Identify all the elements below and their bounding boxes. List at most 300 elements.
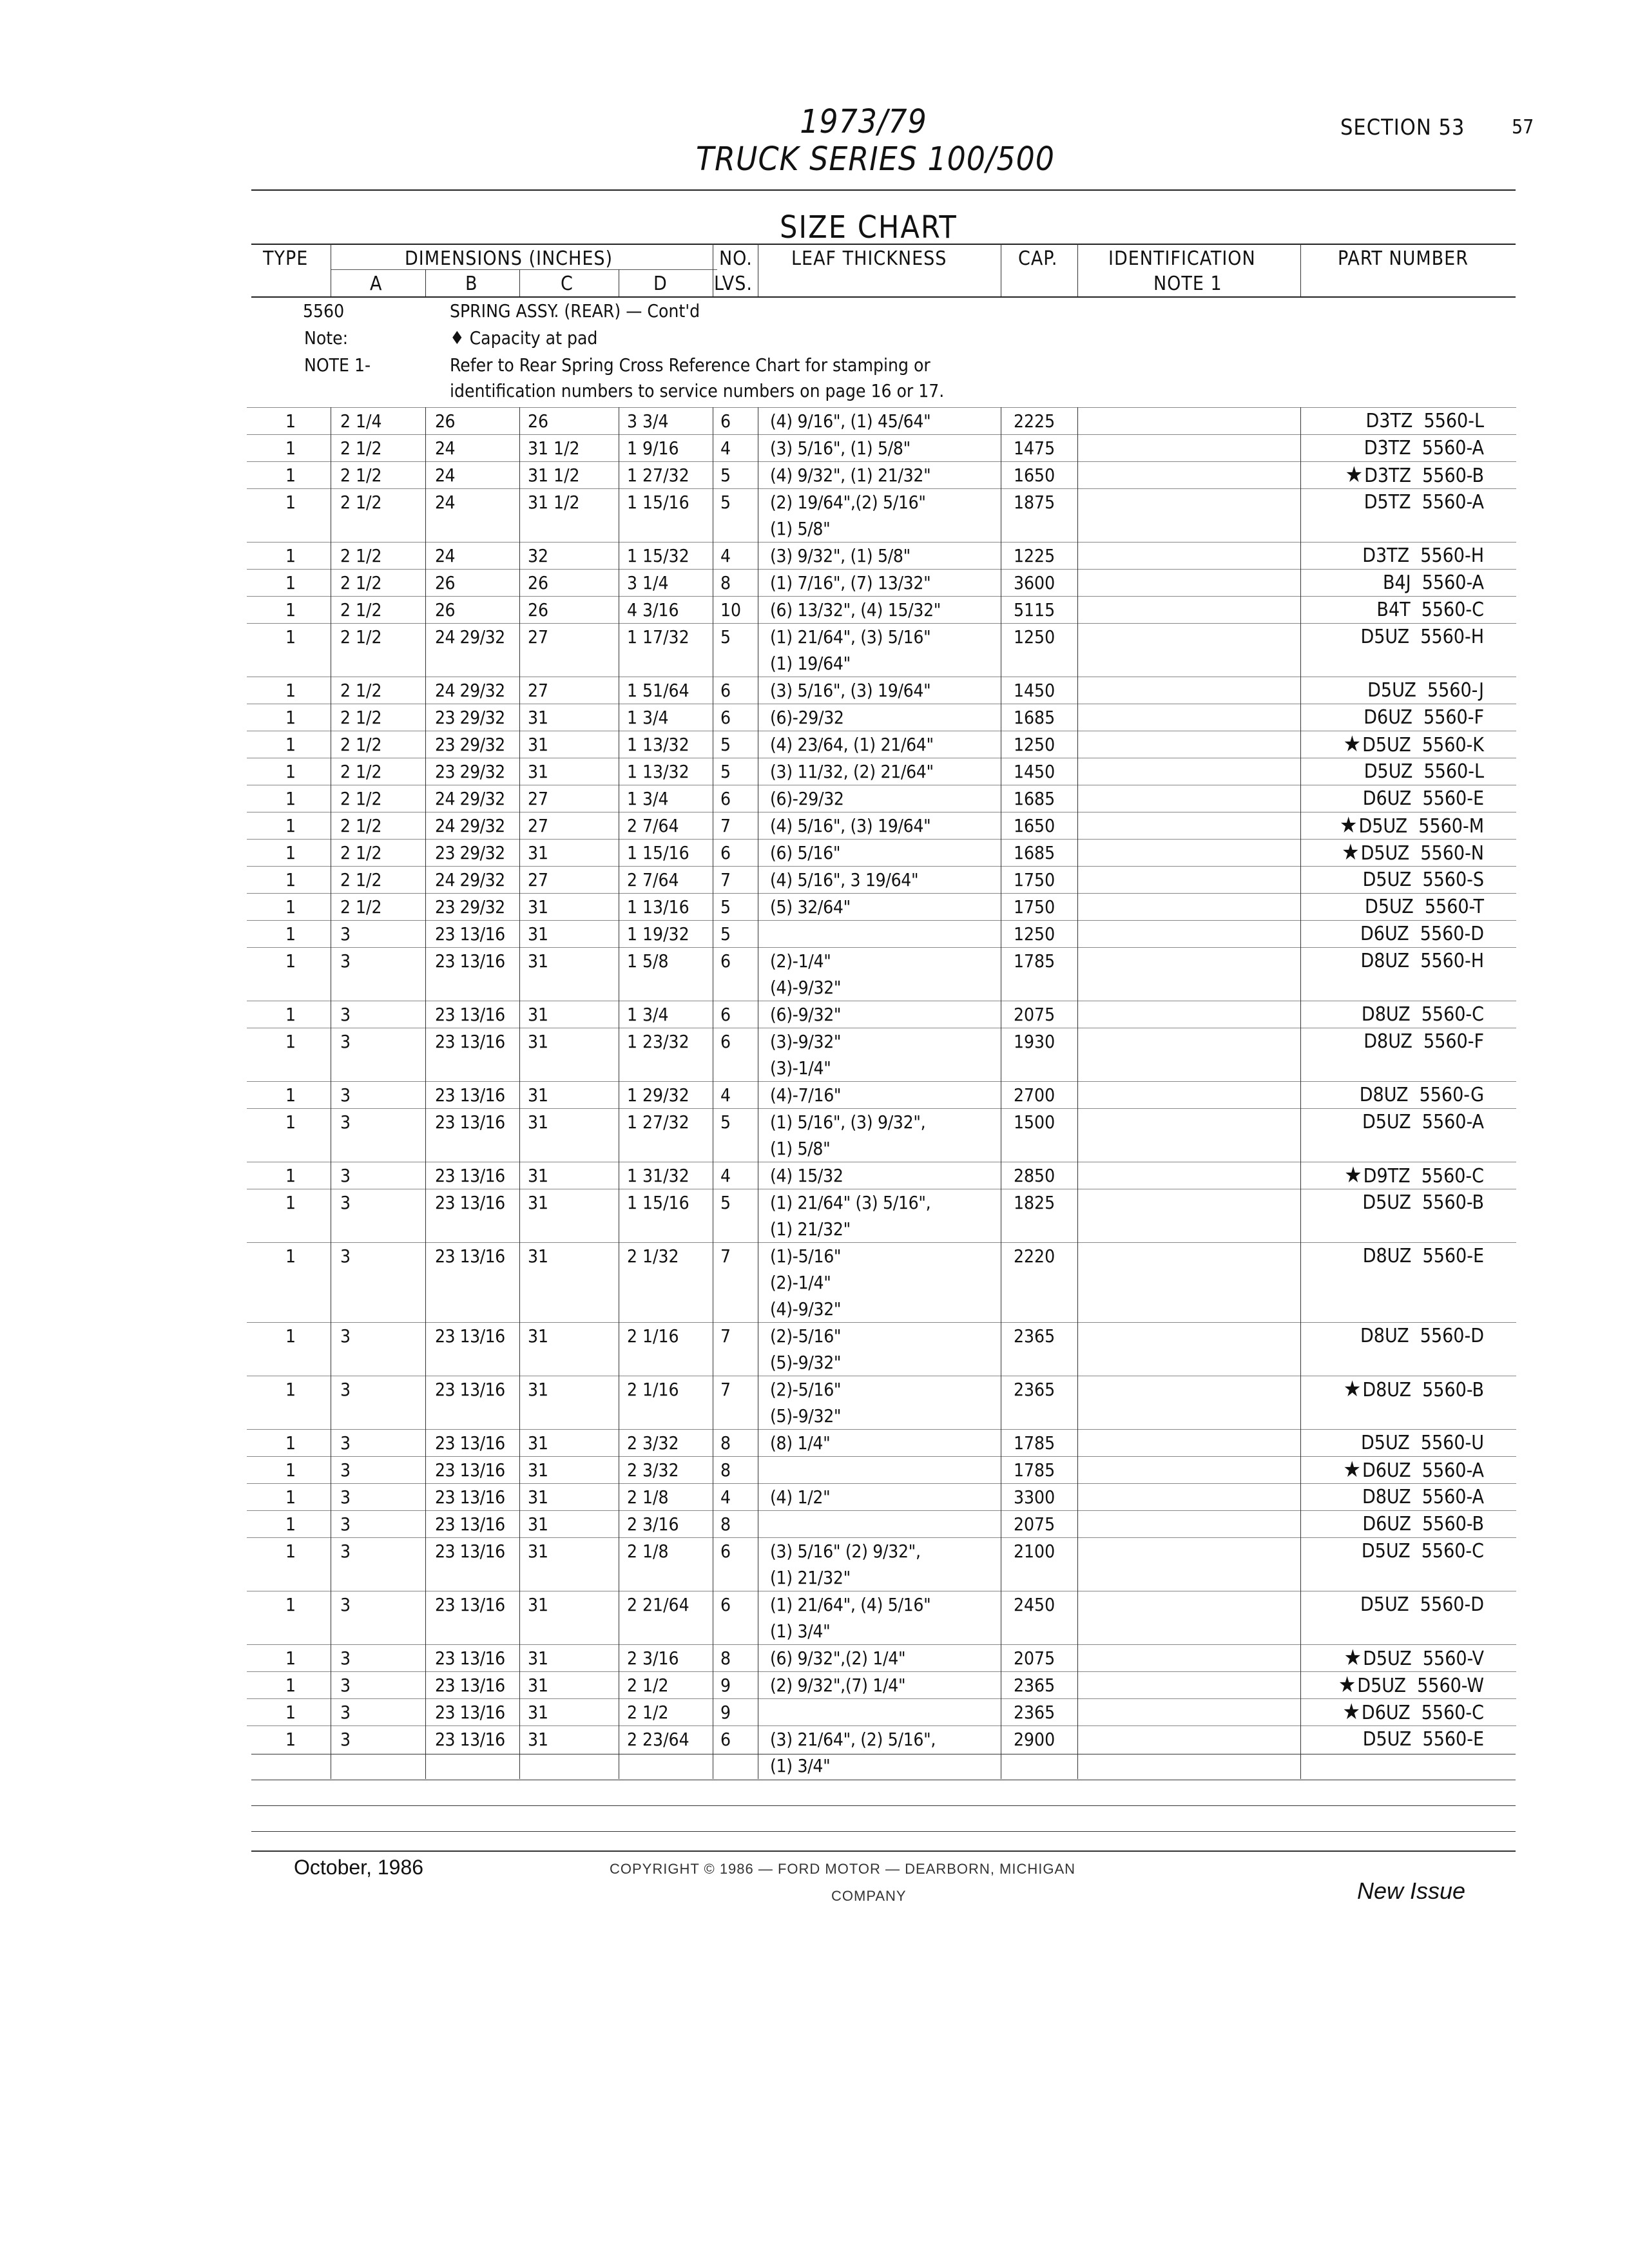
cell-c: 31 bbox=[528, 1084, 549, 1106]
cell-type: 1 bbox=[285, 1111, 296, 1133]
cell-part-number bbox=[1310, 921, 1484, 947]
part-number-text: D9TZ 5560-C bbox=[1363, 1165, 1484, 1187]
note-label: Note: bbox=[304, 327, 349, 349]
part-number-text: D5UZ 5560-B bbox=[1362, 1191, 1484, 1214]
cell-a: 3 bbox=[340, 923, 351, 945]
blank-rule bbox=[251, 1805, 1516, 1806]
cell-leaves: 10 bbox=[720, 599, 742, 620]
col-header-d: D bbox=[653, 273, 668, 295]
cell-leaves: 8 bbox=[720, 1648, 731, 1669]
cell-type: 1 bbox=[285, 869, 296, 890]
cell-capacity: 1500 bbox=[1014, 1111, 1055, 1133]
cell-c: 31 1/2 bbox=[528, 437, 580, 459]
column-header-bottom-rule bbox=[251, 296, 1516, 298]
star-icon: ★ bbox=[1338, 1672, 1356, 1698]
cell-leaves: 4 bbox=[720, 437, 731, 459]
col-header-ident-note: NOTE 1 bbox=[1153, 273, 1222, 295]
cell-a: 2 1/2 bbox=[340, 465, 382, 486]
cell-type: 1 bbox=[285, 707, 296, 728]
cell-leaf-thickness: (6)-29/32 bbox=[770, 707, 844, 728]
cell-b: 26 bbox=[435, 410, 456, 432]
star-icon: ★ bbox=[1344, 1162, 1362, 1188]
part-number-text: D5UZ 5560-S bbox=[1362, 869, 1484, 891]
part-number-text: D6UZ 5560-D bbox=[1360, 923, 1484, 945]
column-divider bbox=[1300, 407, 1301, 1779]
cell-capacity: 5115 bbox=[1014, 599, 1055, 620]
table-row bbox=[247, 1376, 1516, 1429]
star-icon: ★ bbox=[1342, 840, 1360, 865]
cell-b: 23 13/16 bbox=[435, 950, 505, 972]
size-chart-table bbox=[247, 407, 1516, 1779]
cell-leaf-thickness: (6) 5/16" bbox=[770, 842, 841, 863]
table-row bbox=[247, 1698, 1516, 1725]
cell-c: 31 bbox=[528, 1379, 549, 1400]
cell-a: 3 bbox=[340, 1192, 351, 1213]
table-row bbox=[247, 1322, 1516, 1376]
cell-a: 3 bbox=[340, 1111, 351, 1133]
cell-leaves: 7 bbox=[720, 1325, 731, 1347]
part-number-text: B4J 5560-A bbox=[1383, 572, 1484, 594]
cell-a: 3 bbox=[340, 1084, 351, 1106]
cell-b: 23 13/16 bbox=[435, 1084, 505, 1106]
cell-leaves: 6 bbox=[720, 1594, 731, 1615]
cell-part-number bbox=[1310, 894, 1484, 920]
cell-part-number bbox=[1310, 1430, 1484, 1456]
cell-d: 2 1/32 bbox=[627, 1245, 679, 1267]
cell-c: 31 1/2 bbox=[528, 492, 580, 513]
cell-a: 3 bbox=[340, 1541, 351, 1562]
cell-leaves: 5 bbox=[720, 465, 731, 486]
table-row bbox=[247, 1644, 1516, 1671]
cell-leaf-thickness: (6)-9/32" bbox=[770, 1004, 842, 1025]
cell-c: 31 bbox=[528, 842, 549, 863]
section-label: SECTION 53 bbox=[1340, 115, 1465, 140]
cell-a: 3 bbox=[340, 1675, 351, 1696]
table-row bbox=[247, 1242, 1516, 1322]
cell-type: 1 bbox=[285, 437, 296, 459]
cell-b: 23 13/16 bbox=[435, 1432, 505, 1454]
table-row bbox=[247, 1028, 1516, 1081]
cell-d: 1 15/16 bbox=[627, 492, 689, 513]
cell-capacity: 1225 bbox=[1014, 545, 1055, 566]
cell-leaves: 5 bbox=[720, 734, 731, 755]
cell-b: 24 29/32 bbox=[435, 869, 505, 890]
part-number-text: D6UZ 5560-C bbox=[1361, 1702, 1484, 1724]
cell-leaf-thickness: (4) 5/16", 3 19/64" bbox=[770, 869, 919, 890]
cell-leaf-thickness: (1)-5/16" (2)-1/4" (4)-9/32" bbox=[770, 1245, 842, 1320]
cell-c: 32 bbox=[528, 545, 549, 566]
star-icon: ★ bbox=[1342, 1699, 1360, 1725]
cell-c: 31 bbox=[528, 950, 549, 972]
table-row bbox=[247, 731, 1516, 758]
document-title-line1: 1973/79 bbox=[800, 103, 927, 141]
cell-type: 1 bbox=[285, 734, 296, 755]
cell-c: 31 bbox=[528, 761, 549, 782]
cell-b: 23 29/32 bbox=[435, 896, 505, 918]
cell-d: 1 31/32 bbox=[627, 1165, 689, 1186]
cell-a: 2 1/4 bbox=[340, 410, 382, 432]
cell-part-number bbox=[1310, 1323, 1484, 1349]
table-row bbox=[247, 1108, 1516, 1162]
cell-b: 23 29/32 bbox=[435, 761, 505, 782]
cell-capacity: 1875 bbox=[1014, 492, 1055, 513]
cell-a: 3 bbox=[340, 1165, 351, 1186]
cell-leaves: 7 bbox=[720, 1245, 731, 1267]
col-header-identification: IDENTIFICATION bbox=[1108, 247, 1256, 270]
cell-leaf-thickness: (4) 9/32", (1) 21/32" bbox=[770, 465, 931, 486]
cell-a: 2 1/2 bbox=[340, 680, 382, 701]
cell-b: 24 bbox=[435, 492, 456, 513]
cell-part-number bbox=[1310, 812, 1484, 840]
table-row bbox=[247, 677, 1516, 704]
cell-type: 1 bbox=[285, 1004, 296, 1025]
col-header-cap: CAP. bbox=[1018, 247, 1058, 270]
cell-type: 1 bbox=[285, 1675, 296, 1696]
cell-leaf-thickness: (4) 5/16", (3) 19/64" bbox=[770, 815, 931, 836]
cell-type: 1 bbox=[285, 545, 296, 566]
cell-d: 2 23/64 bbox=[627, 1729, 689, 1750]
cell-part-number bbox=[1310, 570, 1484, 596]
cell-type: 1 bbox=[285, 492, 296, 513]
cell-c: 27 bbox=[528, 869, 549, 890]
cell-leaf-thickness: (4)-7/16" bbox=[770, 1084, 842, 1106]
part-number-text: D3TZ 5560-L bbox=[1365, 410, 1484, 432]
cell-type: 1 bbox=[285, 626, 296, 648]
header-rule bbox=[251, 189, 1516, 191]
cell-capacity: 1250 bbox=[1014, 923, 1055, 945]
cell-leaves: 5 bbox=[720, 761, 731, 782]
cell-d: 1 3/4 bbox=[627, 788, 669, 809]
cell-a: 3 bbox=[340, 1245, 351, 1267]
cell-c: 31 bbox=[528, 923, 549, 945]
cell-type: 1 bbox=[285, 1084, 296, 1106]
col-header-no: NO. bbox=[719, 247, 753, 270]
part-number-text: D5UZ 5560-L bbox=[1364, 760, 1484, 783]
cell-leaves: 5 bbox=[720, 492, 731, 513]
cell-a: 2 1/2 bbox=[340, 437, 382, 459]
cell-leaves: 4 bbox=[720, 1165, 731, 1186]
cell-a: 3 bbox=[340, 1004, 351, 1025]
cell-part-number bbox=[1310, 840, 1484, 867]
cell-c: 31 bbox=[528, 1675, 549, 1696]
part-number-text: D3TZ 5560-H bbox=[1362, 544, 1484, 567]
part-number-text: D5UZ 5560-V bbox=[1363, 1648, 1484, 1670]
cell-a: 3 bbox=[340, 1729, 351, 1750]
part-number-text: D8UZ 5560-F bbox=[1364, 1030, 1484, 1053]
cell-part-number bbox=[1310, 1109, 1484, 1135]
table-row bbox=[247, 839, 1516, 866]
cell-leaf-thickness: (2)-5/16" (5)-9/32" bbox=[770, 1325, 842, 1373]
cell-c: 31 bbox=[528, 1514, 549, 1535]
cell-a: 3 bbox=[340, 1648, 351, 1669]
part-number-text: D5UZ 5560-C bbox=[1361, 1540, 1484, 1562]
cell-d: 1 51/64 bbox=[627, 680, 689, 701]
part-number-text: D8UZ 5560-G bbox=[1359, 1084, 1484, 1106]
table-row bbox=[247, 407, 1516, 434]
cell-capacity: 1750 bbox=[1014, 869, 1055, 890]
cell-type: 1 bbox=[285, 1702, 296, 1723]
cell-part-number bbox=[1310, 1645, 1484, 1672]
cell-part-number bbox=[1310, 435, 1484, 461]
cell-c: 31 bbox=[528, 1459, 549, 1481]
table-row bbox=[247, 1189, 1516, 1242]
table-row bbox=[247, 1429, 1516, 1456]
cell-a: 2 1/2 bbox=[340, 599, 382, 620]
cell-capacity: 2365 bbox=[1014, 1702, 1055, 1723]
cell-type: 1 bbox=[285, 761, 296, 782]
table-row bbox=[247, 785, 1516, 812]
cell-part-number bbox=[1310, 948, 1484, 974]
cell-a: 2 1/2 bbox=[340, 815, 382, 836]
star-icon: ★ bbox=[1340, 812, 1358, 838]
note1-label: NOTE 1- bbox=[304, 354, 371, 376]
cell-b: 24 29/32 bbox=[435, 815, 505, 836]
cell-c: 31 1/2 bbox=[528, 465, 580, 486]
cell-leaf-thickness: (3) 9/32", (1) 5/8" bbox=[770, 545, 911, 566]
cell-type: 1 bbox=[285, 950, 296, 972]
cell-d: 2 3/32 bbox=[627, 1432, 679, 1454]
cell-part-number bbox=[1310, 1726, 1484, 1753]
table-row bbox=[247, 461, 1516, 488]
cell-a: 3 bbox=[340, 1379, 351, 1400]
cell-b: 24 bbox=[435, 437, 456, 459]
cell-leaf-thickness: (5) 32/64" bbox=[770, 896, 851, 918]
header-divider bbox=[519, 269, 520, 296]
table-row bbox=[247, 893, 1516, 920]
table-row bbox=[247, 812, 1516, 839]
part-number-text: D8UZ 5560-E bbox=[1362, 1245, 1484, 1267]
cell-leaf-thickness: (3) 5/16", (1) 5/8" bbox=[770, 437, 911, 459]
cell-leaves: 5 bbox=[720, 896, 731, 918]
cell-part-number bbox=[1310, 1082, 1484, 1108]
cell-b: 23 29/32 bbox=[435, 734, 505, 755]
cell-a: 2 1/2 bbox=[340, 896, 382, 918]
cell-a: 2 1/2 bbox=[340, 626, 382, 648]
table-row bbox=[247, 1591, 1516, 1644]
cell-leaves: 6 bbox=[720, 842, 731, 863]
part-number-text: D5TZ 5560-A bbox=[1364, 491, 1484, 514]
cell-part-number bbox=[1310, 624, 1484, 650]
cell-leaves: 9 bbox=[720, 1675, 731, 1696]
cell-leaves: 7 bbox=[720, 1379, 731, 1400]
col-header-a: A bbox=[370, 273, 383, 295]
column-divider bbox=[1077, 407, 1078, 1779]
cell-c: 27 bbox=[528, 680, 549, 701]
cell-b: 23 29/32 bbox=[435, 842, 505, 863]
cell-c: 31 bbox=[528, 1165, 549, 1186]
cell-part-number bbox=[1310, 785, 1484, 812]
cell-part-number bbox=[1310, 1591, 1484, 1618]
cell-part-number bbox=[1310, 758, 1484, 785]
cell-capacity: 1650 bbox=[1014, 465, 1055, 486]
cell-type: 1 bbox=[285, 572, 296, 593]
cell-a: 2 1/2 bbox=[340, 572, 382, 593]
type-description: SPRING ASSY. (REAR) — Cont'd bbox=[450, 300, 700, 322]
cell-leaf-thickness: (3) 5/16", (3) 19/64" bbox=[770, 680, 931, 701]
cell-part-number bbox=[1310, 1699, 1484, 1726]
part-number-text: D5UZ 5560-W bbox=[1357, 1675, 1484, 1697]
cell-part-number bbox=[1310, 462, 1484, 489]
table-row bbox=[247, 920, 1516, 947]
cell-d: 2 21/64 bbox=[627, 1594, 689, 1615]
cell-a: 2 1/2 bbox=[340, 545, 382, 566]
table-row bbox=[247, 1162, 1516, 1189]
cell-capacity: 2365 bbox=[1014, 1379, 1055, 1400]
part-number-text: D5UZ 5560-D bbox=[1360, 1593, 1484, 1616]
part-number-text: D5UZ 5560-J bbox=[1367, 679, 1484, 702]
table-row bbox=[247, 1510, 1516, 1537]
column-divider bbox=[519, 407, 520, 1779]
cell-capacity: 2365 bbox=[1014, 1675, 1055, 1696]
cell-capacity: 1930 bbox=[1014, 1031, 1055, 1052]
cell-d: 3 3/4 bbox=[627, 410, 669, 432]
cell-leaves: 6 bbox=[720, 1541, 731, 1562]
cell-c: 27 bbox=[528, 788, 549, 809]
cell-d: 2 1/16 bbox=[627, 1379, 679, 1400]
cell-type: 1 bbox=[285, 1459, 296, 1481]
cell-leaf-thickness: (4) 15/32 bbox=[770, 1165, 843, 1186]
part-number-text: D5UZ 5560-T bbox=[1365, 896, 1484, 918]
cell-b: 24 bbox=[435, 545, 456, 566]
cell-capacity: 1650 bbox=[1014, 815, 1055, 836]
col-header-b: B bbox=[465, 273, 478, 295]
cell-capacity: 2220 bbox=[1014, 1245, 1055, 1267]
cell-capacity: 1475 bbox=[1014, 437, 1055, 459]
cell-part-number bbox=[1310, 1376, 1484, 1403]
cell-part-number bbox=[1310, 1511, 1484, 1537]
cell-part-number bbox=[1310, 677, 1484, 704]
cell-leaves: 6 bbox=[720, 950, 731, 972]
cell-part-number bbox=[1310, 731, 1484, 758]
table-row bbox=[247, 758, 1516, 785]
part-number-text: B4T 5560-C bbox=[1376, 599, 1484, 621]
cell-d: 1 17/32 bbox=[627, 626, 689, 648]
col-header-lvs: LVS. bbox=[714, 273, 753, 295]
cell-capacity: 1685 bbox=[1014, 842, 1055, 863]
cell-c: 26 bbox=[528, 599, 549, 620]
cell-leaves: 4 bbox=[720, 545, 731, 566]
cell-capacity: 2365 bbox=[1014, 1325, 1055, 1347]
cell-capacity: 2450 bbox=[1014, 1594, 1055, 1615]
footer-status: New Issue bbox=[1357, 1878, 1466, 1904]
cell-d: 1 3/4 bbox=[627, 707, 669, 728]
cell-leaves: 8 bbox=[720, 1459, 731, 1481]
cell-type: 1 bbox=[285, 1325, 296, 1347]
cell-part-number bbox=[1310, 1672, 1484, 1699]
star-icon: ★ bbox=[1343, 1376, 1362, 1402]
part-number-text: D5UZ 5560-M bbox=[1358, 815, 1484, 838]
cell-part-number bbox=[1310, 1538, 1484, 1564]
cell-c: 31 bbox=[528, 1729, 549, 1750]
part-number-text: D5UZ 5560-A bbox=[1362, 1111, 1484, 1133]
star-icon: ★ bbox=[1343, 1457, 1361, 1483]
cell-b: 23 13/16 bbox=[435, 1648, 505, 1669]
cell-type: 1 bbox=[285, 1648, 296, 1669]
blank-rule bbox=[251, 1831, 1516, 1832]
cell-part-number bbox=[1310, 408, 1484, 434]
cell-d: 2 1/8 bbox=[627, 1541, 669, 1562]
header-divider bbox=[425, 269, 426, 296]
cell-type: 1 bbox=[285, 599, 296, 620]
table-row bbox=[247, 542, 1516, 569]
star-icon: ★ bbox=[1345, 462, 1364, 488]
cell-b: 26 bbox=[435, 599, 456, 620]
header-divider bbox=[1077, 244, 1078, 296]
cell-capacity: 2900 bbox=[1014, 1729, 1055, 1750]
cell-b: 23 13/16 bbox=[435, 1031, 505, 1052]
cell-capacity: 1450 bbox=[1014, 680, 1055, 701]
cell-b: 23 13/16 bbox=[435, 1541, 505, 1562]
column-divider bbox=[425, 407, 426, 1779]
star-icon: ★ bbox=[1343, 731, 1362, 757]
cell-b: 23 13/16 bbox=[435, 1379, 505, 1400]
cell-capacity: 1785 bbox=[1014, 1459, 1055, 1481]
cell-c: 31 bbox=[528, 1111, 549, 1133]
cell-part-number bbox=[1310, 543, 1484, 569]
part-number-text: D5UZ 5560-E bbox=[1362, 1728, 1484, 1751]
cell-d: 3 1/4 bbox=[627, 572, 669, 593]
cell-leaves: 8 bbox=[720, 1432, 731, 1454]
cell-leaf-thickness: (1) 21/64" (3) 5/16", (1) 21/32" bbox=[770, 1192, 931, 1240]
cell-part-number bbox=[1310, 1001, 1484, 1028]
col-header-dimensions: DIMENSIONS (INCHES) bbox=[405, 247, 613, 270]
cell-leaf-thickness: (4) 9/16", (1) 45/64" bbox=[770, 410, 931, 432]
cell-type: 1 bbox=[285, 465, 296, 486]
cell-part-number bbox=[1310, 1243, 1484, 1269]
cell-type: 1 bbox=[285, 410, 296, 432]
cell-type: 1 bbox=[285, 896, 296, 918]
cell-c: 31 bbox=[528, 1594, 549, 1615]
cell-leaf-thickness: (2)-1/4" (4)-9/32" bbox=[770, 950, 842, 998]
cell-a: 3 bbox=[340, 1594, 351, 1615]
table-row bbox=[247, 1081, 1516, 1108]
cell-capacity: 2100 bbox=[1014, 1541, 1055, 1562]
part-number-text: D6UZ 5560-F bbox=[1364, 706, 1484, 729]
note-text: ♦ Capacity at pad bbox=[450, 327, 598, 349]
col-header-leaf-thickness: LEAF THICKNESS bbox=[791, 247, 947, 270]
cell-b: 23 13/16 bbox=[435, 1459, 505, 1481]
cell-a: 3 bbox=[340, 1702, 351, 1723]
cell-d: 1 13/16 bbox=[627, 896, 689, 918]
cell-b: 23 13/16 bbox=[435, 1192, 505, 1213]
cell-c: 31 bbox=[528, 1541, 549, 1562]
cell-a: 3 bbox=[340, 1514, 351, 1535]
cell-d: 2 1/2 bbox=[627, 1675, 669, 1696]
cell-leaf-thickness: (4) 23/64, (1) 21/64" bbox=[770, 734, 934, 755]
part-number-text: D6UZ 5560-B bbox=[1362, 1513, 1484, 1535]
part-number-text: D3TZ 5560-A bbox=[1364, 437, 1484, 459]
cell-leaf-thickness: (1) 21/64", (3) 5/16" (1) 19/64" bbox=[770, 626, 931, 674]
cell-part-number bbox=[1310, 1457, 1484, 1484]
table-row bbox=[247, 488, 1516, 542]
cell-leaf-thickness: (1) 7/16", (7) 13/32" bbox=[770, 572, 931, 593]
header-divider bbox=[1300, 244, 1301, 296]
table-row bbox=[247, 866, 1516, 893]
table-row bbox=[247, 1001, 1516, 1028]
footer-company: COMPANY bbox=[831, 1888, 907, 1904]
dimensions-subrule bbox=[331, 269, 717, 270]
cell-type: 1 bbox=[285, 815, 296, 836]
cell-capacity: 2700 bbox=[1014, 1084, 1055, 1106]
table-row bbox=[247, 623, 1516, 677]
cell-leaf-thickness: (3) 11/32, (2) 21/64" bbox=[770, 761, 934, 782]
cell-leaf-thickness: (6)-29/32 bbox=[770, 788, 844, 809]
cell-d: 1 29/32 bbox=[627, 1084, 689, 1106]
cell-leaves: 7 bbox=[720, 869, 731, 890]
cell-type: 1 bbox=[285, 680, 296, 701]
table-row bbox=[247, 1483, 1516, 1510]
table-row bbox=[247, 1456, 1516, 1483]
